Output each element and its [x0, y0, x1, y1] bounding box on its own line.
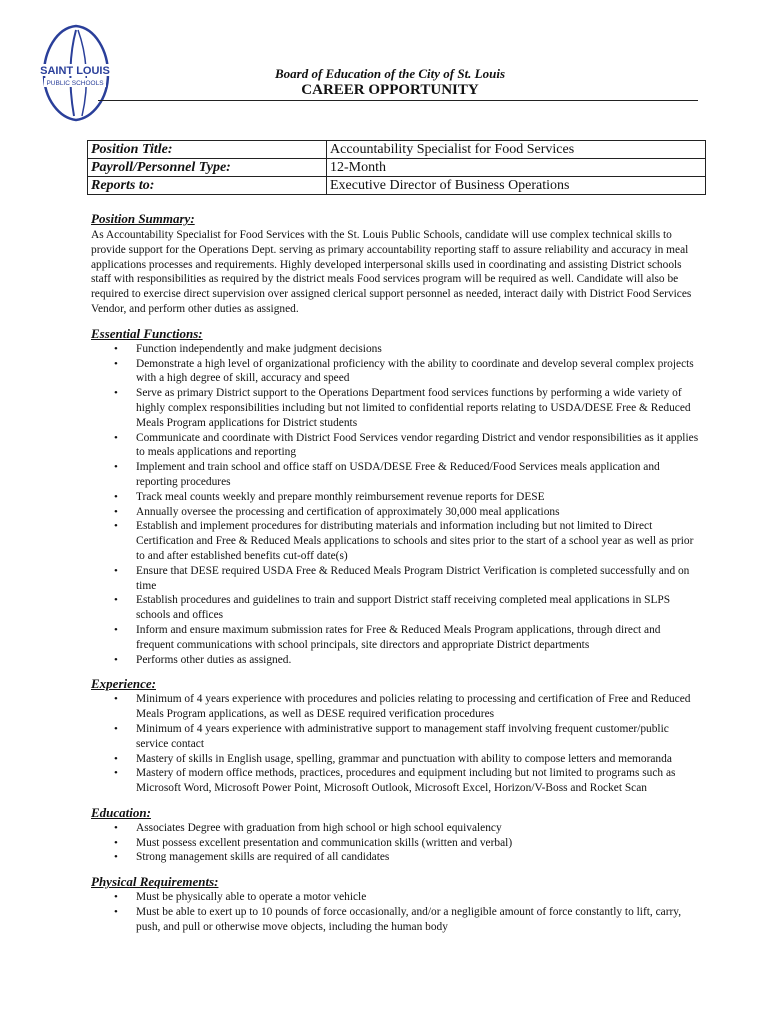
list-item: • Communicate and coordinate with District Food Services vendor regarding District and vendor responsibilities as it applies to meals applications and reporting [91, 431, 701, 461]
position-summary-text: As Accountability Specialist for Food Services with the St. Louis Public Schools, candidate will use complex technical skills to provide support for the Operations Dept. serving as primary accountability reporting staff to assure reliability and accuracy in meal applications processes and requirements. Highly developed interpersonal skills used in coordinating and assisting District schools staff with responsibilities as required by the district meals Food services program will be required as well. Candidate will also be required to exercise direct supervision over assigned clerical support personnel as needed, interact daily with District Food Services Vendor, and perform other duties as assigned. [91, 229, 692, 315]
list-item: • Minimum of 4 years experience with procedures and policies relating to processing and certification of Free and Reduced Meals Program applications, as well as DESE required verification procedures [91, 692, 701, 722]
page-title: CAREER OPPORTUNITY [301, 82, 479, 98]
physical-requirements-heading: Physical Requirements: [91, 874, 219, 890]
physical-requirements-list [91, 890, 701, 934]
table-row [88, 159, 706, 177]
job-description [91, 211, 701, 935]
list-item: • Minimum of 4 years experience with administrative support to management staff involving frequent customer/public service contact [91, 722, 701, 752]
experience-heading: Experience: [91, 676, 156, 692]
experience-section [91, 676, 701, 796]
reports-to-value: Executive Director of Business Operations [327, 177, 706, 195]
list-item: • Establish procedures and guidelines to train and support District staff receiving completed meal applications in SLPS schools and offices [91, 593, 701, 623]
list-item: • Performs other duties as assigned. [91, 653, 701, 668]
position-title-label: Position Title: [88, 141, 327, 159]
payroll-type-label: Payroll/Personnel Type: [88, 159, 327, 177]
saint-louis-public-schools-logo [30, 22, 120, 122]
position-info-table [87, 140, 706, 195]
position-title-value: Accountability Specialist for Food Services [327, 141, 706, 159]
payroll-type-value: 12-Month [327, 159, 706, 177]
list-item: • Associates Degree with graduation from high school or high school equivalency [91, 821, 701, 836]
list-item: • Strong management skills are required of all candidates [91, 850, 701, 865]
list-item: • Must be able to exert up to 10 pounds of force occasionally, and/or a negligible amount of force constantly to lift, carry, push, and pull or otherwise move objects, including the human body [91, 905, 701, 935]
list-item: • Track meal counts weekly and prepare monthly reimbursement revenue reports for DESE [91, 490, 701, 505]
svg-text:PUBLIC SCHOOLS: PUBLIC SCHOOLS [46, 80, 104, 87]
list-item: • Implement and train school and office staff on USDA/DESE Free & Reduced/Food Services meals application and reporting procedures [91, 460, 701, 490]
reports-to-label: Reports to: [88, 177, 327, 195]
table-row [88, 177, 706, 195]
list-item: • Annually oversee the processing and certification of approximately 30,000 meal applications [91, 505, 701, 520]
education-list [91, 821, 701, 865]
table-row [88, 141, 706, 159]
essential-functions-section [91, 326, 701, 668]
education-heading: Education: [91, 804, 151, 820]
essential-functions-list [91, 342, 701, 668]
essential-functions-heading: Essential Functions: [91, 325, 203, 341]
list-item: • Ensure that DESE required USDA Free & Reduced Meals Program District Verification is completed successfully and on time [91, 564, 701, 594]
physical-requirements-section [91, 874, 701, 934]
education-section [91, 805, 701, 865]
list-item: • Demonstrate a high level of organizational proficiency with the ability to coordinate and develop several complex projects with a high degree of skill, accuracy and speed [91, 357, 701, 387]
svg-text:SAINT LOUIS: SAINT LOUIS [40, 65, 110, 77]
list-item: • Function independently and make judgment decisions [91, 342, 701, 357]
board-name: Board of Education of the City of St. Louis [274, 66, 506, 81]
position-summary-section [91, 211, 701, 317]
position-summary-heading: Position Summary: [91, 211, 195, 226]
list-item: • Must be physically able to operate a motor vehicle [91, 890, 701, 905]
list-item: • Must possess excellent presentation and communication skills (written and verbal) [91, 836, 701, 851]
header-divider [98, 100, 698, 101]
list-item: • Establish and implement procedures for distributing materials and information including but not limited to Direct Certification and Free & Reduced Meals applications to schools and sites prior to the start of a school year as well as prior to and after established benefits cut-off date(s) [91, 519, 701, 563]
list-item: • Mastery of skills in English usage, spelling, grammar and punctuation with ability to compose letters and memoranda [91, 752, 701, 767]
list-item: • Mastery of modern office methods, practices, procedures and equipment including but not limited to programs such as Microsoft Word, Microsoft Power Point, Microsoft Outlook, Microsoft Excel, Horizon/V-Boss and Rocket Scan [91, 766, 701, 796]
list-item: • Serve as primary District support to the Operations Department food services functions by performing a wide variety of highly complex responsibilities including but not limited to confidential reports relating to USDA/DESE Free & Reduced Meals Program applications for District students [91, 386, 701, 430]
list-item: • Inform and ensure maximum submission rates for Free & Reduced Meals Program applications, through direct and frequent communications with school principals, site directors and appropriate District departments [91, 623, 701, 653]
experience-list [91, 692, 701, 796]
